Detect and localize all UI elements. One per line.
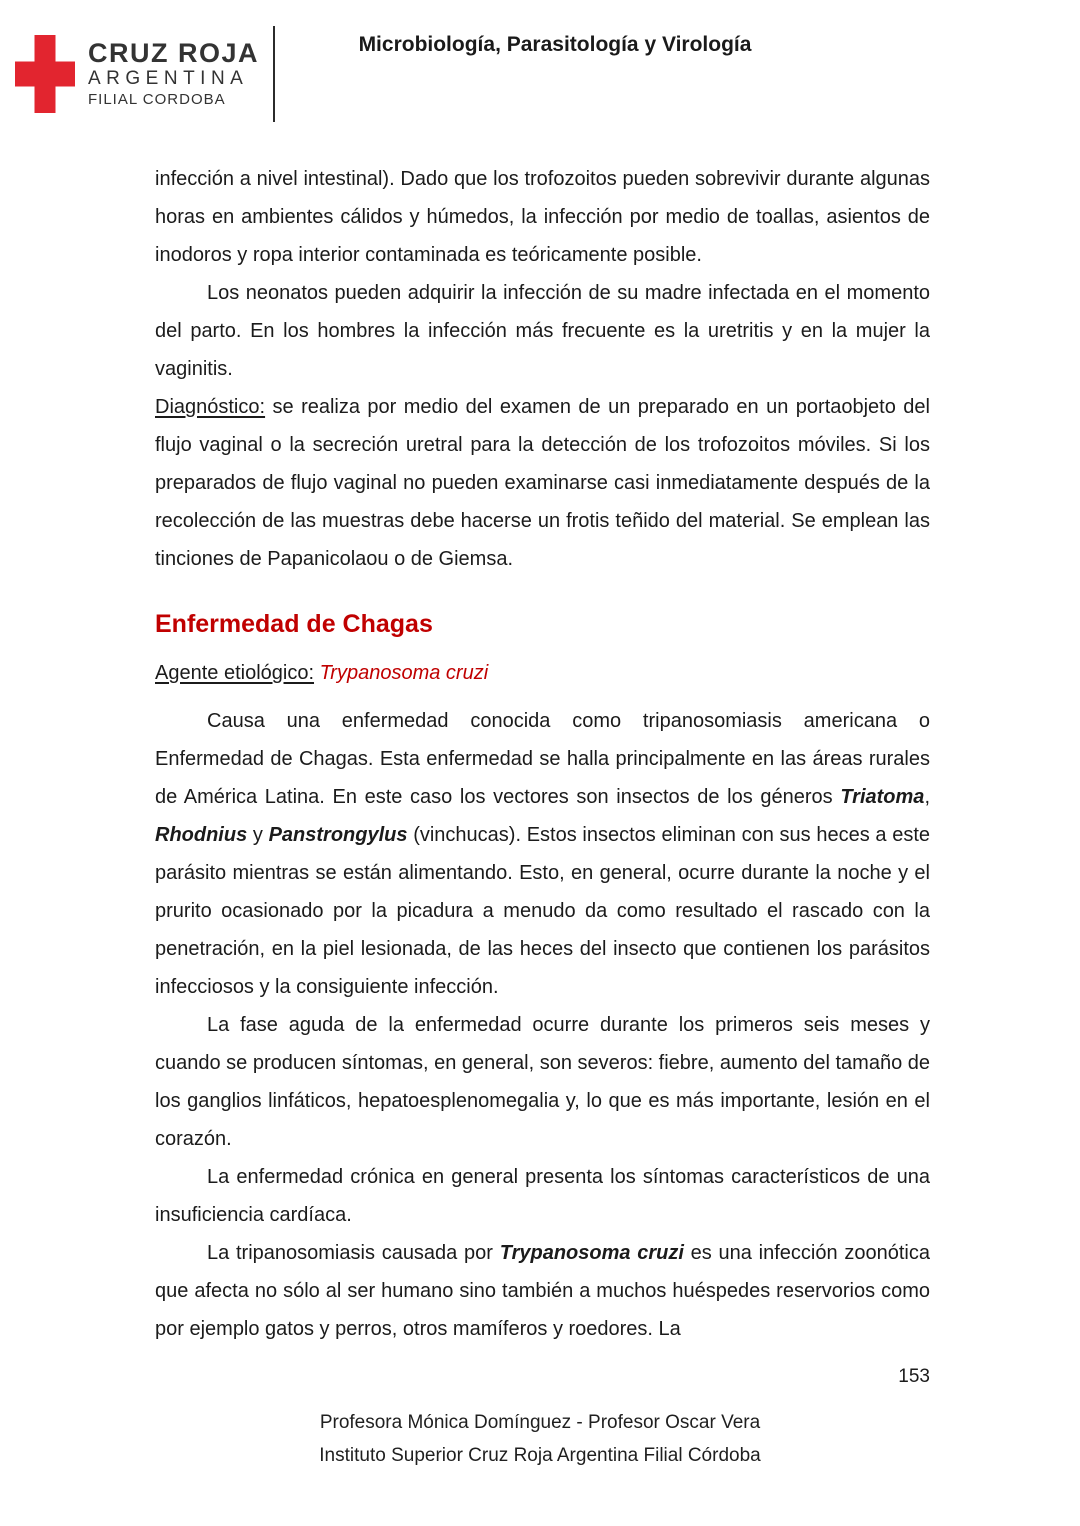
text-segment: , — [924, 786, 930, 808]
text-segment: Triatoma — [840, 786, 925, 808]
text-segment: se realiza por medio del examen de un preparado en un portaobjeto del flujo vaginal o la secreción uretral para la detección de los trofozoitos móviles. Si los preparados de flujo vaginal no pueden examinarse casi inmediatamente después de la recolección de las muestras debe hacerse un frotis teñido del material. Se emplean las tinciones de Papanicolaou o de Giemsa. — [155, 396, 930, 570]
text-segment: La enfermedad crónica en general presenta los síntomas característicos de una insuficiencia cardíaca. — [155, 1166, 930, 1226]
text-segment: Los neonatos pueden adquirir la infección de su madre infectada en el momento del parto. En los hombres la infección más frecuente es la uretritis y en la mujer la vaginitis. — [155, 282, 930, 380]
logo-line-2: ARGENTINA — [88, 68, 249, 89]
text-segment: (vinchucas). Estos insectos eliminan con sus heces a este parásito mientras se están alimentando. Esto, en general, ocurre durante la noche y el prurito ocasionado por la picadura a menudo da como resultado el rascado con la penetración, en la piel lesionada, de las heces del insecto que contienen los parásitos infecciosos y la consiguiente infección. — [155, 824, 930, 998]
paragraph — [155, 1234, 930, 1348]
paragraph — [155, 388, 930, 578]
text-segment: La fase aguda de la enfermedad ocurre durante los primeros seis meses y cuando se producen síntomas, en general, son severos: fiebre, aumento del tamaño de los ganglios linfáticos, hepatoesplenomegalia y, lo que es más importante, lesión en el corazón. — [155, 1014, 930, 1150]
paragraph — [155, 274, 930, 388]
text-segment: infección a nivel intestinal). Dado que los trofozoitos pueden sobrevivir durante algunas horas en ambientes cálidos y húmedos, la infección por medio de toallas, asientos de inodoros y ropa interior contaminada es teóricamente posible. — [155, 168, 930, 266]
text-segment: Agente etiológico: — [155, 662, 315, 684]
text-segment: La tripanosomiasis causada por — [207, 1242, 500, 1264]
page-header — [0, 0, 1080, 154]
section-heading: Enfermedad de Chagas — [155, 610, 433, 638]
text-segment: y — [247, 824, 269, 846]
paragraph — [155, 1158, 930, 1234]
text-segment: Diagnóstico: — [155, 396, 266, 418]
footer-institution: Instituto Superior Cruz Roja Argentina Filial Córdoba — [319, 1445, 761, 1466]
paragraph — [155, 1006, 930, 1158]
text-segment: Trypanosoma cruzi — [499, 1242, 684, 1264]
text-segment: es una infección zoonótica que afecta no sólo al ser humano sino también a muchos huéspedes reservorios como por ejemplo gatos y perros, otros mamíferos y roedores. La — [155, 1242, 930, 1340]
paragraph — [155, 702, 930, 1006]
page-footer — [0, 1406, 1080, 1472]
text-segment: Rhodnius — [155, 824, 248, 846]
document-title: Microbiología, Parasitología y Virología — [358, 33, 752, 56]
text-segment: Panstrongylus — [268, 824, 408, 846]
etiologic-agent-line — [155, 654, 930, 692]
logo-line-3: FILIAL CORDOBA — [88, 91, 226, 108]
paragraph — [155, 160, 930, 274]
footer-authors: Profesora Mónica Domínguez - Profesor Oscar Vera — [319, 1412, 761, 1433]
document-body — [0, 154, 1080, 1348]
text-segment: Trypanosoma cruzi — [319, 662, 489, 684]
text-segment: Causa una enfermedad conocida como tripanosomiasis americana o Enfermedad de Chagas. Esta enfermedad se halla principalmente en las áreas rurales de América Latina. En este caso los vectores son insectos de los géneros — [155, 710, 930, 808]
page-number: 153 — [898, 1366, 930, 1387]
logo-line-1: CRUZ ROJA — [88, 38, 260, 68]
